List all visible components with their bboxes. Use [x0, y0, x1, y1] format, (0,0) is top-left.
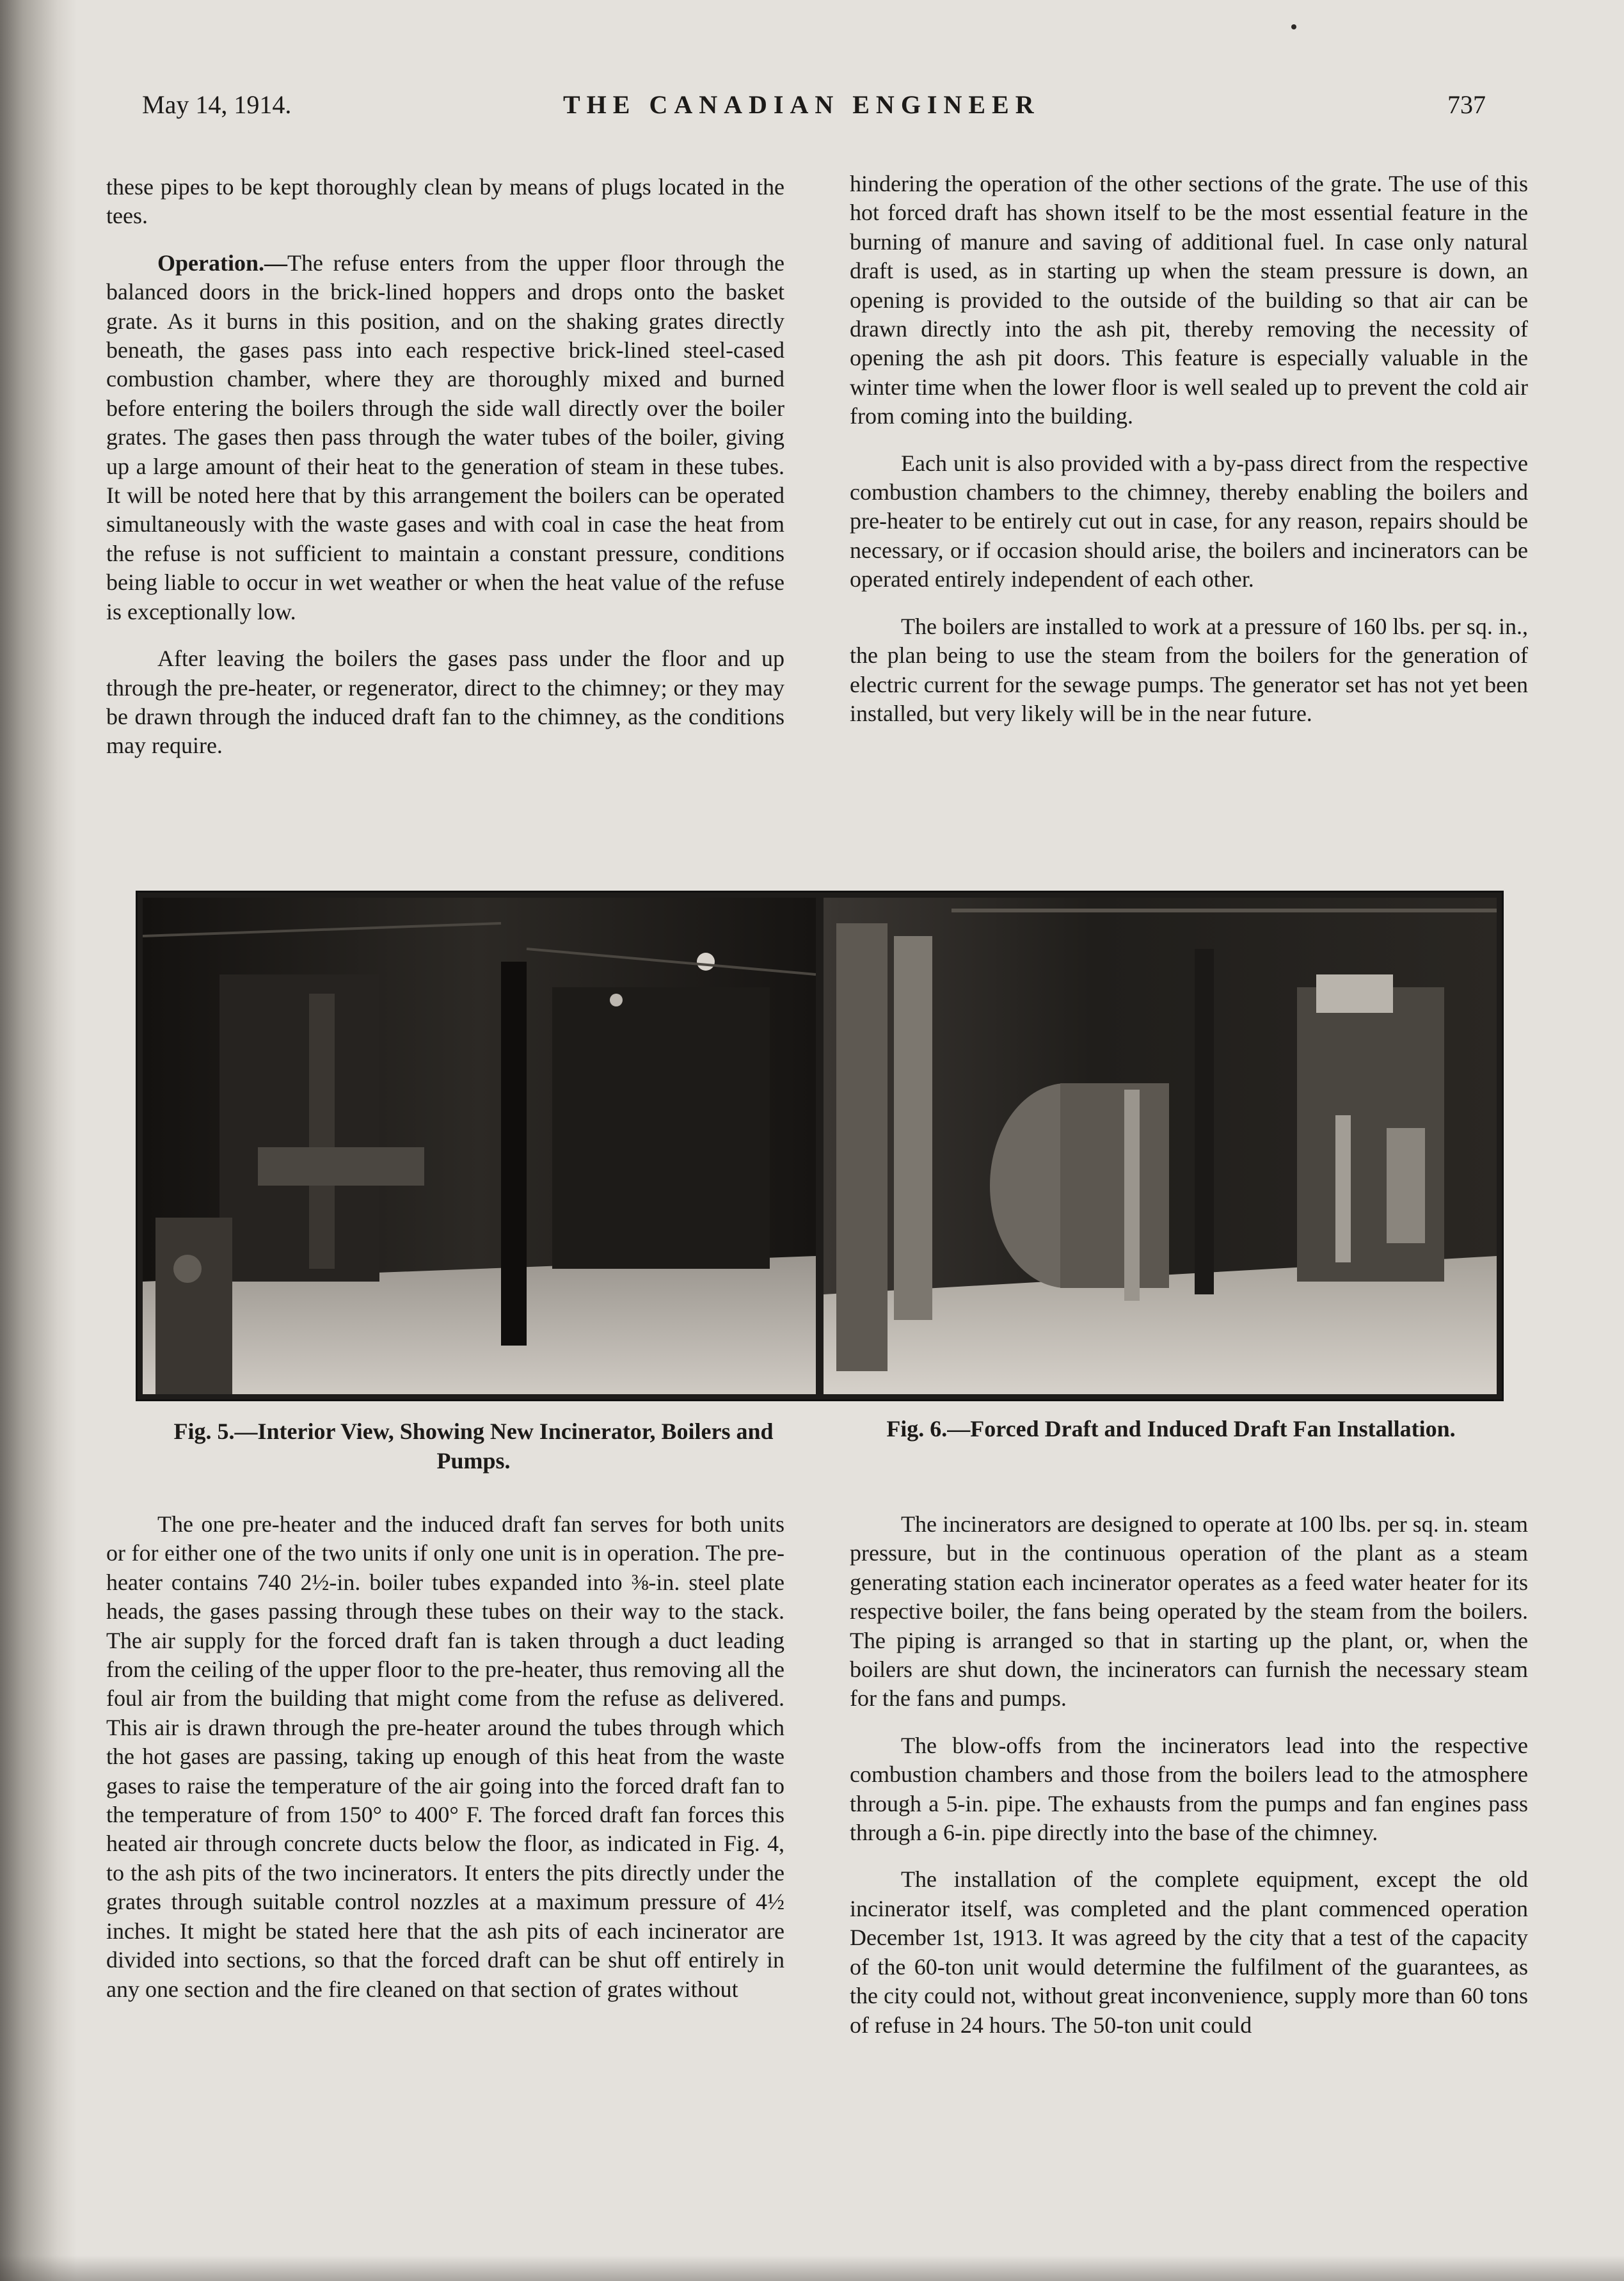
paragraph: The blow-offs from the incinerators lead into the respective combustion chambers and those from the boilers lead to the atmosphere through a 5-in. pipe. The exhausts from the pumps and fan engines pass through a 6-in. pipe directly into the base of the chimney.: [850, 1732, 1528, 1846]
paragraph: The installation of the complete equipment, except the old incinerator itself, was completed and the plant commenced operation December 1st, 1913. It was agreed by the city that a test of the capacity of the 60-ton unit would determine the fulfilment of the guarantees, as the city could not, without great inconvenience, supply more than 60 tons of refuse in 24 hours. The 50-ton unit could: [850, 1866, 1528, 2038]
paragraph: hindering the operation of the other sections of the grate. The use of this hot forced draft has shown itself to be the most essential feature in the burning of manure and saving of additional fuel. In case only natural draft is used, as in starting up when the steam pressure is down, an opening is provided to the outside of the building so that air can be drawn directly into the ash pit, thereby removing the necessity of opening the ash pit doors. This feature is especially valuable in the winter time when the lower floor is well sealed up to prevent the cold air from coming into the building.: [850, 171, 1528, 429]
paragraph: After leaving the boilers the gases pass under the floor and up through the pre-heater, or regenerator, direct to the chimney; or they may be drawn through the induced draft fan to the chimney, as the conditions may require.: [106, 646, 784, 759]
ink-speck: [1291, 24, 1296, 29]
paragraph: The boilers are installed to work at a pressure of 160 lbs. per sq. in., the plan being to use the steam from the boilers for the generation of electric current for the sewage pumps. The generator set has not yet been installed, but very likely will be in the near future.: [850, 613, 1528, 726]
paragraph-operation: [106, 249, 784, 626]
paragraph: The one pre-heater and the induced draft fan serves for both units or for either one of the two units if only one unit is in operation. The pre-heater contains 740 2½-in. boiler tubes expanded into ⅜-in. steel plate heads, the gases passing through these tubes on their way to the stack. The air supply for the forced draft fan is taken through a duct leading from the ceiling of the upper floor to the pre-heater, thus removing all the foul air from the building that might come from the refuse as delivered. This air is drawn through the pre-heater around the tubes through which the hot gases are passing, taking up enough of this heat from the waste gases to raise the temperature of the air going into the forced draft fan to the temperature of from 150° to 400° F. The forced draft fan forces this heated air through concrete ducts below the floor, as indicated in Fig. 4, to the ash pits of the two incinerators. It enters the pits directly under the grates through suitable control nozzles at a maximum pressure of 4½ inches. It might be stated here that the ash pits of each incinerator are divided into sections, so that the forced draft can be shut off entirely in any one section and the fire cleaned on that section of grates without: [106, 1511, 784, 2002]
fig5-photo: [143, 898, 816, 1394]
header-date: May 14, 1914.: [142, 90, 292, 119]
right-column-top: [850, 170, 1528, 746]
fig6-caption: Fig. 6.—Forced Draft and Induced Draft Fan Installation.: [886, 1416, 1456, 1442]
fig6-photo: [824, 898, 1497, 1394]
right-column-bottom: [850, 1510, 1528, 2058]
left-column-bottom: [106, 1510, 784, 2022]
journal-title: THE CANADIAN ENGINEER: [563, 90, 1040, 119]
page-bottom-shadow: [0, 2255, 1624, 2281]
paragraph-text: The refuse enters from the upper floor through the balanced doors in the brick-lined hoppers and drops onto the basket grate. As it burns in this position, and on the shaking grates directly beneath, the gases pass into each respective brick-lined steel-cased combustion chamber, where they are thoroughly mixed and burned before entering the boilers through the side wall directly over the boiler grates. The gases then pass through the water tubes of the boiler, giving up a large amount of their heat to the generation of steam in these tubes. It will be noted here that by this arrangement the boilers can be operated simultaneously with the waste gases and with coal in case the heat from the refuse is not sufficient to maintain a constant pressure, conditions being liable to occur in wet weather or when the heat value of the refuse is exceptionally low.: [106, 250, 784, 624]
section-lead: Operation.—: [157, 250, 287, 276]
fig5-caption: Fig. 5.—Interior View, Showing New Incinerator, Boilers and Pumps.: [173, 1419, 774, 1474]
page-number: 737: [1447, 90, 1486, 119]
paragraph: Each unit is also provided with a by-pass direct from the respective combustion chambers to the chimney, thereby enabling the boilers and pre-heater to be entirely cut out in case, for any reason, repairs should be necessary, or if occasion should arise, the boilers and incinerators can be operated entirely independent of each other.: [850, 450, 1528, 592]
paragraph: The incinerators are designed to operate at 100 lbs. per sq. in. steam pressure, but in the continuous operation of the plant as a steam generating station each incinerator operates as a feed water heater for its respective boiler, the fans being operated by the steam from the boilers. The piping is arranged so that in starting up the plant, or, when the boilers are shut down, the incinerators can furnish the necessary steam for the fans and pumps.: [850, 1511, 1528, 1712]
page-binding-edge: [0, 0, 77, 2281]
left-column-top: [106, 173, 784, 779]
figure-plate: [136, 891, 1504, 1401]
paragraph: these pipes to be kept thoroughly clean by means of plugs located in the tees.: [106, 174, 784, 229]
